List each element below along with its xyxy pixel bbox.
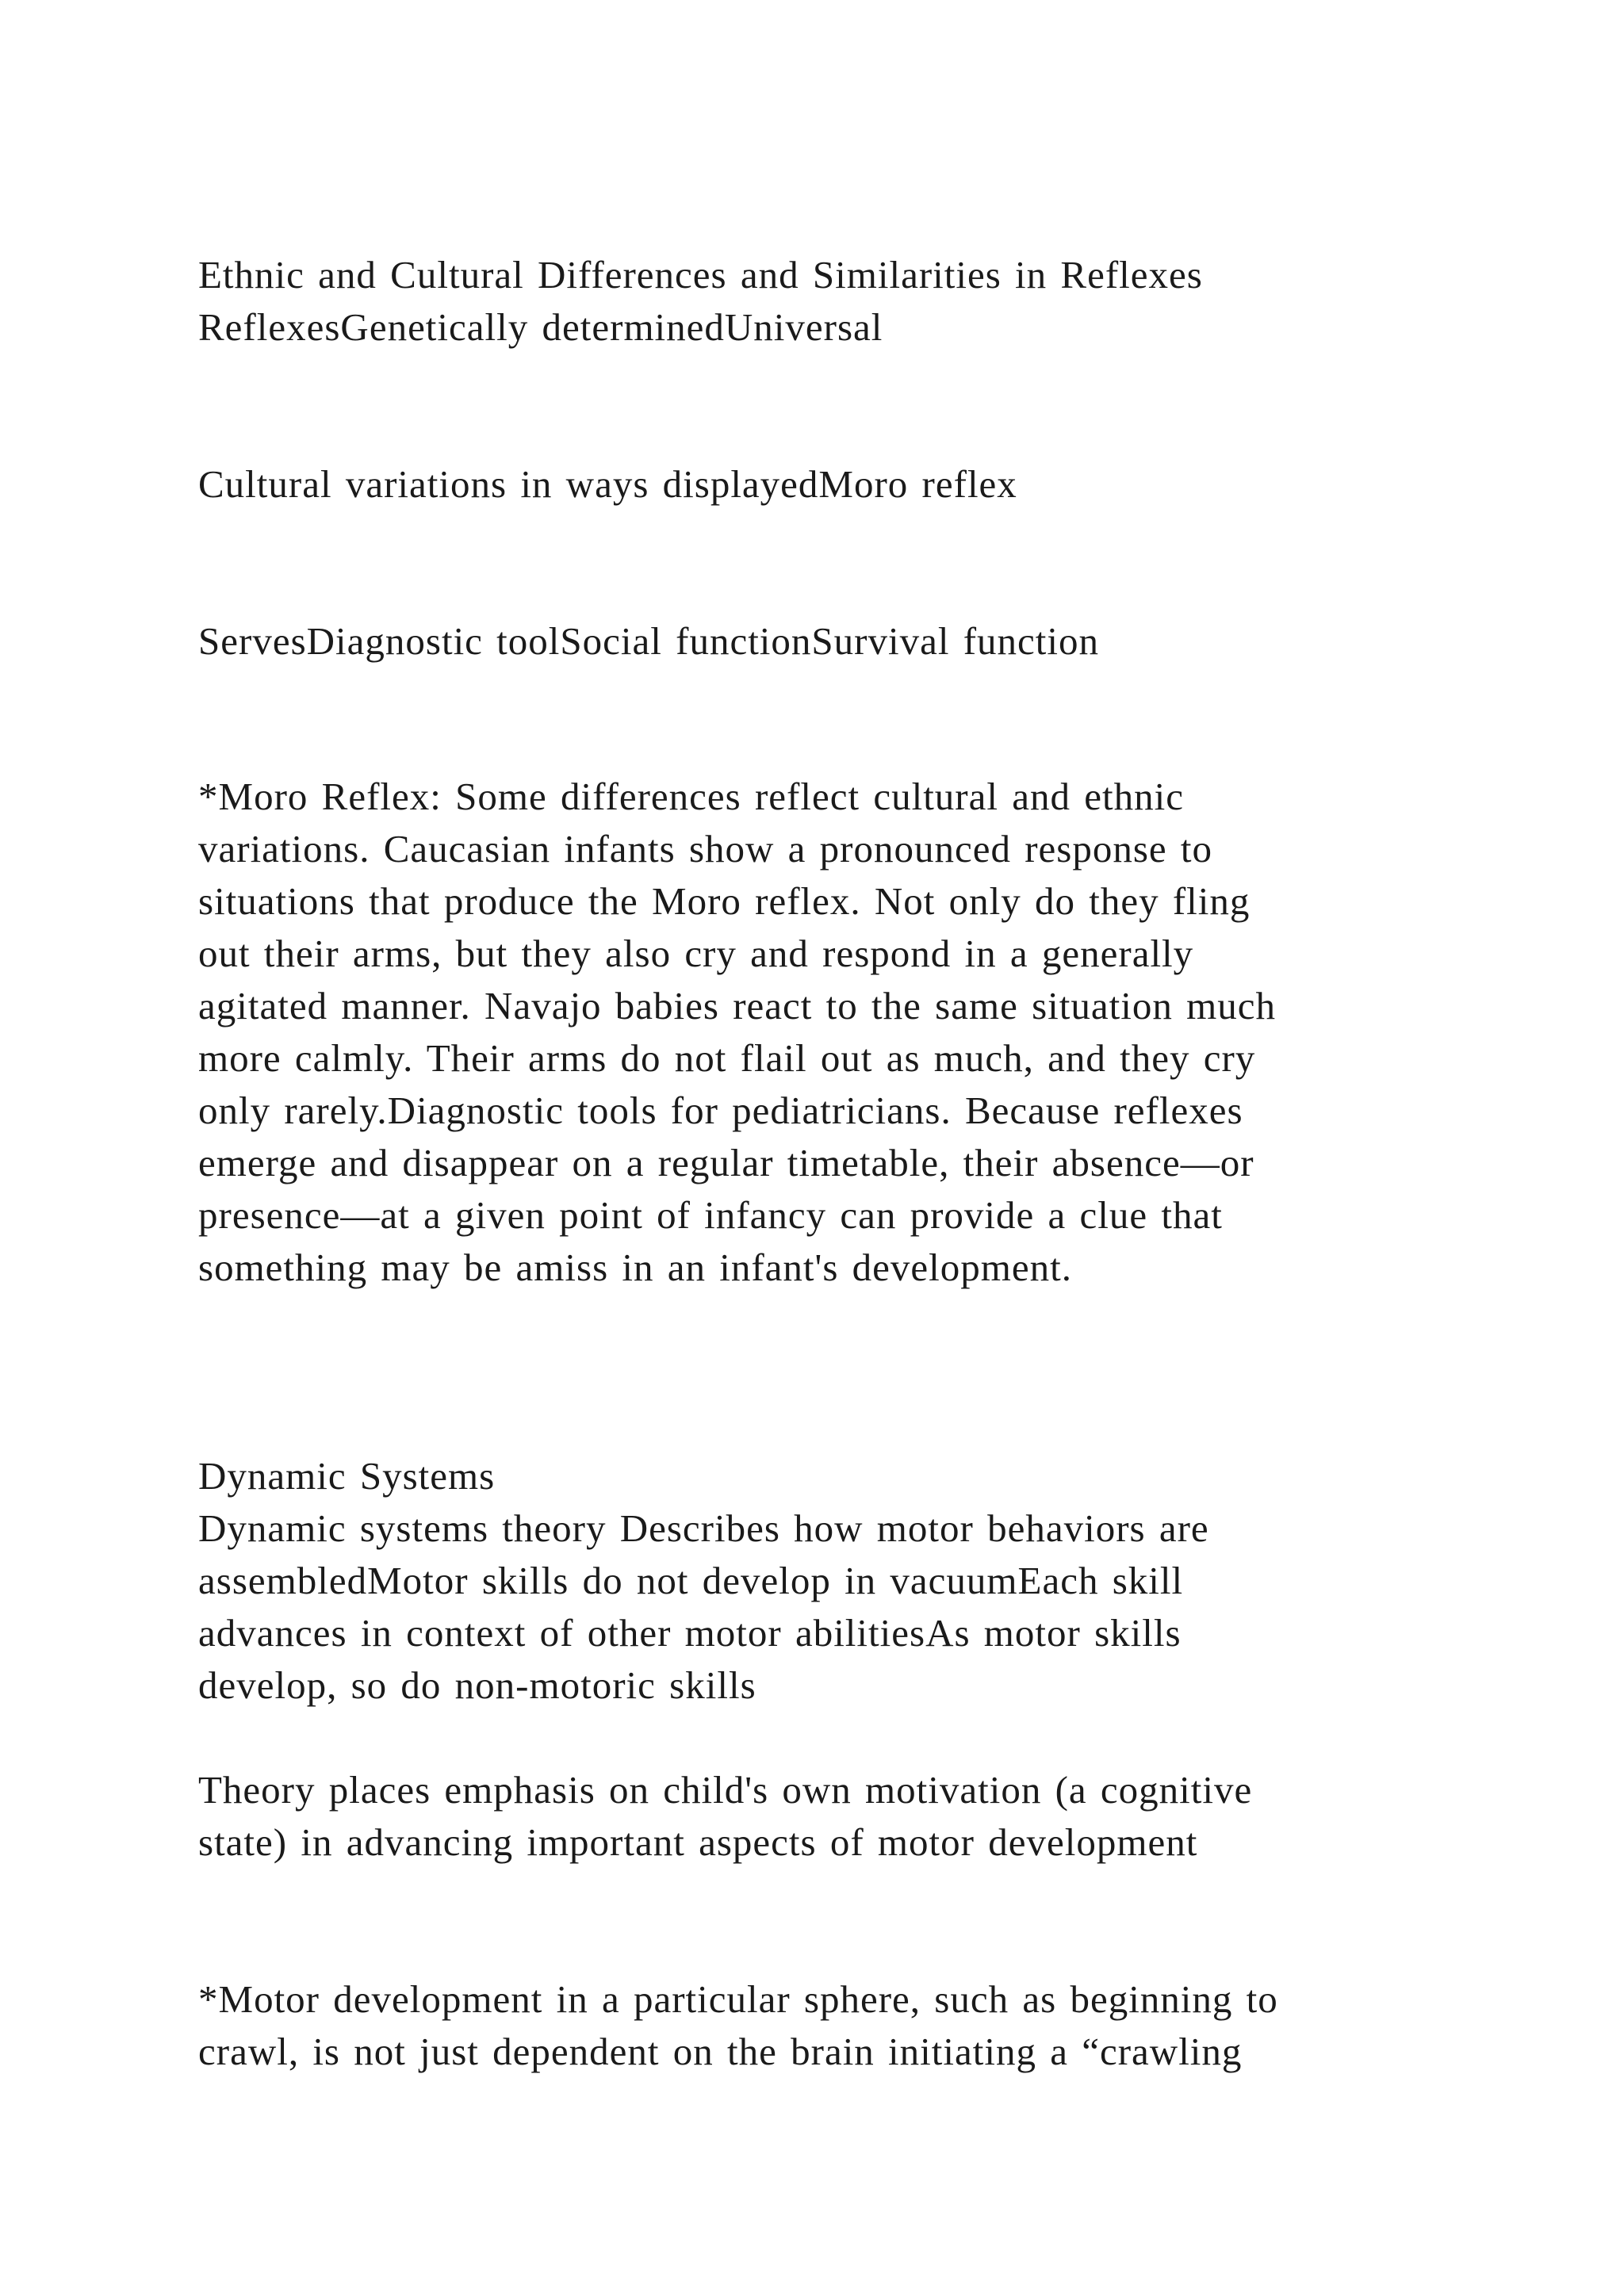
- text-line: Cultural variations in ways displayedMoro reflex: [198, 462, 1017, 506]
- text-line: agitated manner. Navajo babies react to the same situation much: [198, 984, 1276, 1027]
- text-line: situations that produce the Moro reflex. Not only do they fling: [198, 879, 1251, 923]
- theory-emphasis-paragraph: [198, 1764, 1515, 1869]
- text-line: state) in advancing important aspects of motor development: [198, 1820, 1198, 1864]
- section-heading: Dynamic Systems: [198, 1454, 496, 1498]
- text-line: develop, so do non-motoric skills: [198, 1663, 756, 1707]
- text-line: something may be amiss in an infant's development.: [198, 1246, 1073, 1289]
- text-line: only rarely.Diagnostic tools for pediatricians. Because reflexes: [198, 1089, 1243, 1132]
- text-line: variations. Caucasian infants show a pronounced response to: [198, 827, 1213, 871]
- text-line: more calmly. Their arms do not flail out as much, and they cry: [198, 1036, 1256, 1080]
- moro-note-paragraph: [198, 771, 1515, 1294]
- text-line: Dynamic systems theory Describes how motor behaviors are: [198, 1506, 1209, 1550]
- text-line: *Motor development in a particular sphere, such as beginning to: [198, 1977, 1278, 2021]
- text-line: *Moro Reflex: Some differences reflect cultural and ethnic: [198, 775, 1184, 818]
- text-line: Theory places emphasis on child's own motivation (a cognitive: [198, 1768, 1253, 1812]
- motor-note-paragraph: [198, 1973, 1515, 2078]
- heading-reflexes-paragraph: [198, 249, 1515, 354]
- text-line: crawl, is not just dependent on the brain initiating a “crawling: [198, 2030, 1243, 2073]
- text-line: Ethnic and Cultural Differences and Similarities in Reflexes: [198, 253, 1203, 297]
- text-line: emerge and disappear on a regular timetable, their absence—or: [198, 1141, 1254, 1184]
- text-line: ServesDiagnostic toolSocial functionSurvival function: [198, 619, 1100, 663]
- text-line: ReflexesGenetically determinedUniversal: [198, 305, 883, 349]
- dynamic-systems-paragraph: [198, 1450, 1515, 1712]
- moro-variations-paragraph: [198, 458, 1515, 511]
- text-line: advances in context of other motor abilitiesAs motor skills: [198, 1611, 1182, 1655]
- text-line: presence—at a given point of infancy can provide a clue that: [198, 1193, 1223, 1237]
- serves-paragraph: [198, 615, 1515, 668]
- text-line: out their arms, but they also cry and respond in a generally: [198, 932, 1194, 975]
- text-line: assembledMotor skills do not develop in vacuumEach skill: [198, 1559, 1184, 1602]
